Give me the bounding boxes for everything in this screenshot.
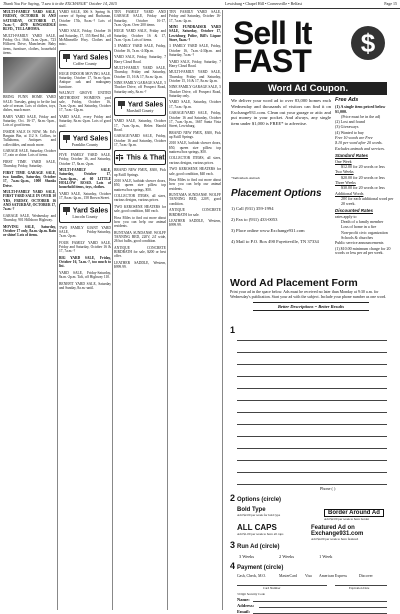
classified-ad: BIG YARD SALE, Friday, October 16, 7a.m.-?, too much to list. <box>59 255 111 269</box>
classified-ad: NINE FAMILY GARAGE SALE, 5 Thacker Drive, off Prospect Road, Saturday only. <box>169 85 221 98</box>
classified-column-4 <box>169 10 221 610</box>
classified-column-1 <box>3 10 56 610</box>
scales-icon <box>115 153 124 162</box>
placement-options-title: Placement Options <box>231 188 322 199</box>
classified-ad: MULTI-FAMILY YARD SALE, FIRST YARD SALE IN OVER 10 YRS, FRIDAY, OCTOBER 16 AND SATURDAY, OCTOBER 17, 7a.m.-? <box>3 190 56 212</box>
address-label: Address: <box>237 603 255 608</box>
ad-text-line[interactable] <box>237 352 387 353</box>
sign-icon <box>62 53 71 62</box>
card-number-label: Card Number <box>263 586 281 590</box>
discounted-rates-title: Discounted Rates <box>335 208 374 214</box>
section-badge-marshall: Yard Sales Marshall County <box>114 97 166 116</box>
classified-ad: BRING FUNN HOME YARD SALE: Tuesday, going to be the last sale of season. Lots of clothes, toys, dishes, much more. <box>3 95 56 113</box>
ad-text-line[interactable] <box>237 364 387 365</box>
step-4: 4 Payment (circle) <box>230 561 284 571</box>
classified-ad: LEATHER SADDLE, Western, $999.99. <box>169 218 221 228</box>
sign-icon <box>62 206 71 215</box>
free-ads-title: Free Ads <box>335 97 359 103</box>
classified-ad: MINI FUNDRAISER YARD SALE, Saturday, October 17, Lewisburg Police, Bill's Liquor Store, 8a.m.-? <box>169 25 221 42</box>
border-ad-option[interactable]: Border Around Ad <box>324 509 384 517</box>
classified-ad: TWO KEROSENE HEATERS for sale, good condition, $40 each. <box>169 167 221 176</box>
classified-ad: HUGE INDOOR MOVING SALE, Saturday, October 17, 9a.m.-3p.m. Antique oak and mahogany furniture. <box>59 71 111 89</box>
option-call: 1) Call (931) 359-1994 <box>231 206 274 211</box>
classified-ad: MULTI-FAMILY SALE, Saturday, October 17, 7a.m.-4p.m., at 60 LITTLE HOLLOW ROAD. Lots of household items, toys, clothes. <box>59 168 111 190</box>
rates-panel: Free Ads (1) A single item priced below $1,000. (Price must be in the ad) (2) Lost and found (3) Giveaways (4) Wanted to buy Free 10 words are Free $.10 per word after 20 words. Excludes animals and services. Standard Rates One Week $12.00 for 20 words or less Two Weeks $20.00 for 20 words or less Three Weeks $30.00 for 20 words or less Additional Words 20¢ for each additional word per 20 week. Discounted Rates rates apply to Death of a family member Loss of home in a fire Non-profit civic organization Schools & churches Public service announcements (1) $10.00 minimum charge for 20 words or less per ad per week. <box>335 98 397 257</box>
classified-ad: TEN FAMILY YARD SALE, Friday and Saturday, October 16-17, 7a.m.-2p.m. <box>169 10 221 23</box>
classified-ad: 3 FAMILY YARD SALE, Friday, October 16, 7a.m.-4:30p.m. <box>114 44 166 53</box>
classified-ad: MULTI-FAMILY YARD SALE, Thursday, Friday and Saturday, October 15, 16 & 17, 8a.m.-2p.m. <box>114 66 166 79</box>
classified-ad: NINE FAMILY GARAGE SALE, 5 Thacker Drive, off Prospect Road, Saturday only, 8a.m.-? <box>114 81 166 94</box>
classified-ad: WALNUT GROVE UNITED METHODIST WOMEN'S yard sale, Friday, October 16, 7a.m.-2p.m. and Saturday, October 17, 7a.m.-12p.m. <box>59 91 111 113</box>
classified-ad: ANTIQUE CONCRETE BIRDBATH for sale. <box>169 208 221 217</box>
classified-ad: YARD SALE, Saturday, October 17, 7a.m.-3p.m., Helen Harold Road. <box>114 119 166 132</box>
payment-mastercard[interactable]: MasterCard <box>279 574 297 578</box>
payment-cash[interactable]: Cash, Check, M.O. <box>237 574 267 578</box>
name-label: Name: <box>237 597 250 602</box>
classified-ad: GARAGE/YARD SALE, Friday, October 16 and Saturday, October 17, 7a.m.-3p.m. <box>114 134 166 147</box>
classified-ad: 2010 SALE, bathtub shower doors, $50, queen size pillow top mattress/box springs, $50. <box>114 179 166 192</box>
page-header <box>0 0 400 9</box>
border-ad-note: Add $2.00 per week to have border <box>324 517 370 521</box>
classified-ad: FIRST TIME GARAGE SALE, two families, Saturday, October 17, 7a.m.-2p.m., 1000 Shanks Drive. <box>3 170 56 188</box>
classified-ad: YARD SALE, every Friday and Saturday, 8a.m.-2p.m. Lots of good stuff. <box>59 114 111 128</box>
ad-text-line[interactable] <box>237 460 387 461</box>
classified-ad: TWO KEROSENE HEATERS for sale, good condition, $40 each. <box>114 204 166 214</box>
header-towns: Lewisburg • Chapel Hill • Cornersville • Belfast <box>225 1 302 6</box>
security-code-label: 3 Digit Security Code <box>237 592 265 596</box>
sign-icon <box>117 100 126 109</box>
dollar-icon: $ <box>351 26 385 60</box>
section-badge-franklin: Yard Sales Franklin County <box>59 131 111 150</box>
all-caps-option[interactable]: ALL CAPS Add $1.00 per week to have all caps <box>237 523 284 536</box>
featured-ad-option[interactable]: Featured Ad on Exchange931.com Add $4.00 per week to have featured <box>311 525 364 541</box>
payment-discover[interactable]: Discover <box>359 574 373 578</box>
step-1: 1 <box>230 325 236 335</box>
ad-photo <box>3 57 56 93</box>
classified-ad: YARD SALE, Friday, October 16 and Saturday, 17, 155 Reed Rd., off McMinnville Hwy. Clothes and misc. <box>59 29 111 47</box>
ad-text-line[interactable] <box>237 388 387 389</box>
section-badge-coffee: Yard Sales Coffee County <box>59 50 111 69</box>
payment-amex[interactable]: American Express <box>319 574 347 578</box>
classified-ad: BRAND NEW FMIX, $300, Pick up Estill Springs. <box>114 168 166 177</box>
classified-ad: YARD SALE, Saturday, October 17, 8a.m.-2p.m., 158 Brown Street. <box>59 191 111 201</box>
classified-ad: ANTIQUE CONCRETE BIRDBATH for sale, $200 or best offer. <box>114 245 166 259</box>
classified-ad: BENEFIT YARD SALE, Saturday and Sunday, 8a.m.-until. <box>59 281 111 291</box>
classified-ad: YARD SALE, Friday, Saturday, 7 Harry Cloud Road. <box>169 59 221 68</box>
coupon-banner: Word Ad Coupon. <box>229 82 387 95</box>
classified-ad: Hoss Miles to find out more about how you can help our animal residents. <box>114 215 166 229</box>
classified-ad: COLLECTOR ITEMS, all sizes, various designs, various prices. <box>169 156 221 165</box>
classified-column-3 <box>114 10 166 610</box>
expiration-label: Expiration Date <box>349 586 370 590</box>
promo-title-line2: FAST <box>233 43 311 79</box>
promo-footnote: *Individuals Animals <box>231 176 260 180</box>
classified-ad: FIVE FAMILY YARD SALE, Friday, October 16, and Saturday, October 17, 8a.m.-2p.m. <box>59 153 111 166</box>
classified-ad: YARD SALE, Friday, Saturday, 7 Harry Cloud Road. <box>114 55 166 64</box>
classified-ad: 3 FAMILY YARD SALE, Friday, October 16, 7a.m.-4:30p.m. and Saturday, 7a.m.-? <box>169 44 221 58</box>
email-label: Email: <box>237 609 250 614</box>
address-field[interactable] <box>259 607 387 608</box>
classified-ad: TEN FAMILY YARD AND GARAGE SALE, Friday and Saturday, October 16-17, 7a.m.-2p.m. Over 200 items. <box>114 10 166 27</box>
run-2-weeks[interactable]: 2 Weeks <box>279 554 295 559</box>
classified-ad: BARN YARD SALE, Friday and Saturday, Oct. 16-17, 8a.m.-3p.m., Lots of good items. <box>3 114 56 128</box>
card-number-field[interactable] <box>237 585 327 586</box>
ad-text-line[interactable] <box>237 436 387 437</box>
ad-text-line[interactable] <box>237 424 387 425</box>
step-3: 3 Run Ad (circle) <box>230 540 280 550</box>
classified-ad: YARD SALE, 306 S. Spring St. corner of Spring and Buchanan, October 17th, 8a.m.-? Lots of items. <box>59 10 111 27</box>
form-banner: Better Descriptions = Better Results <box>253 302 369 311</box>
run-3-weeks[interactable]: 3 Weeks <box>239 554 255 559</box>
bold-type-option[interactable]: Bold Type Add $2.00 per week for bold type <box>237 507 281 517</box>
form-title: Word Ad Placement Form <box>230 277 358 289</box>
classified-ad: GARAGE/YARD SALE, Friday, October 16 and Saturday, October 17, 7a.m.-3p.m., 1667 Santa Vista Street, Lewisburg. <box>169 111 221 129</box>
classified-ad: GARAGE SALE, Saturday, October 17, rain or shine. Lots of items. <box>3 149 56 158</box>
classified-ad: GARAGE SALE, Wednesday and Thursday, 901 Hillsboro Highway. <box>3 213 56 223</box>
ad-text-line[interactable] <box>237 448 387 449</box>
classified-ad: BRAND NEW FMIX, $300, Pick up Estill Springs. <box>169 130 221 139</box>
word-ad-coupon <box>223 10 399 614</box>
ad-text-line[interactable] <box>237 484 387 485</box>
ad-text-line[interactable] <box>237 376 387 377</box>
classified-ad: TWO FAMILY GIANT YARD SALE, Friday-Saturday, 7a.m.-2p.m. <box>59 225 111 239</box>
promo-title-line1: Sell It <box>233 15 312 51</box>
step-2: 2 Options (circle) <box>230 493 282 503</box>
classified-ad: FIRST TIME YARD SALE, Thursday, Friday, Saturday. <box>3 159 56 169</box>
option-mail: 4) Mail to P.O. Box 490 Fayetteville, TN 37334 <box>231 239 319 244</box>
option-fax: 2) Fax to (931) 433-0053 <box>231 217 278 222</box>
classified-ad: MULTI-FAMILY YARD SALE, Thursday, Friday and Saturday, October 15, 16 & 17, 8a.m.-2p.m. <box>169 70 221 83</box>
header-slogan: Thank You For Saying, "I saw it in the EXCHANGE" October 14, 2015 <box>3 1 117 6</box>
placement-options <box>231 206 331 250</box>
classified-ad: YARD SALE, Saturday, October 17, 7a.m.-3p.m. <box>169 100 221 109</box>
ad-text-line[interactable] <box>237 412 387 413</box>
classified-ad: FOUR FAMILY YARD SALE, Friday and Saturday, October 16 & 17, 7a.m.-? <box>59 240 111 254</box>
name-field[interactable] <box>253 601 387 602</box>
phone-label: Phone ( ) <box>320 486 336 491</box>
promo-intro: We deliver your word ad to over 83,000 homes each Wednesday and thousands of visitors can find it on Exchange931.com. Clean out your garage or attic and put money in your pocket. And always, any single item under $1,000 is FREE* to advertise. <box>231 98 331 127</box>
section-badge-lincoln: Yard Sales Lincoln County <box>59 203 111 222</box>
standard-rates-title: Standard Rates <box>335 153 369 159</box>
classified-ad: HUGE YARD SALE, Friday and Saturday, October 16 & 17, 7a.m.-1p.m. Lots of items. <box>114 29 166 42</box>
page-number: Page 15 <box>384 1 397 6</box>
ad-text-line[interactable] <box>237 400 387 401</box>
classified-ad: INSIDE SALE IS NOW, Mr. Ed's Bargain Bin, at 112 S. Collins, in Tullahoma, Antiques and collectibles, and much more. <box>3 129 56 147</box>
classified-column-2 <box>59 10 111 610</box>
option-online: 3) Place online www.Exchange931.com <box>231 228 305 233</box>
classified-ad: BUNTAMA SUNDANSE WOLFF TANNING BED, 220V, good condition. <box>169 193 221 206</box>
classified-ad: COLLECTOR ITEMS, all sizes, various designs, various prices. <box>114 194 166 203</box>
classified-ad: 2010 SALE, bathtub shower doors, $50, queen size pillow top mattress/box springs, $50. <box>169 141 221 154</box>
ad-text-line[interactable] <box>237 340 387 341</box>
placement-form <box>223 277 399 311</box>
classified-ad: LEATHER SADDLE, Western, $999.99. <box>114 260 166 270</box>
classified-ad: MULTI-FAMILY YARD SALE, FRIDAY, OCTOBER 16 AND SATURDAY, OCTOBER 17, 7a.m.-?, 4070 KINGSRIDGE BLVD., TULLAHOMA. <box>3 10 56 32</box>
classified-ad: MULTI-FAMILY YARD SALE, Friday, Oct. 16th, 7a.m.-2p.m., 723 Hillcrest Drive, Manchester. Baby items, furniture, clothes, household items. <box>3 33 56 55</box>
payment-visa[interactable]: Visa <box>305 574 312 578</box>
classified-ad: Hoss Miles to find out more about how you can help our animal residents. <box>169 178 221 191</box>
sign-icon <box>62 134 71 143</box>
classified-ad: MOVING SALE, Saturday, October 17 only, 8a.m.-4p.m. Rain or shine! Lots of items. <box>3 224 56 238</box>
ad-text-line[interactable] <box>237 472 387 473</box>
run-1-week[interactable]: 1 Week <box>319 554 333 559</box>
classified-ad: BUNTAMA SUNDANSE WOLFF TANNING BED, 220V, 24' wide, 26 hot bulbs, good condition. <box>114 230 166 244</box>
form-instructions: Print your ad in the space below. Ads must be received no later than Monday at 9:30 a.m. for Wednesday's publication. Start your ad with the subject. Include your phone number as one word. <box>230 289 387 299</box>
section-badge-this-that: This & That <box>114 150 166 165</box>
classified-ad: YARD SALE, Friday-Saturday, 8a.m.-2p.m. Taft, off Highway 110. <box>59 270 111 280</box>
